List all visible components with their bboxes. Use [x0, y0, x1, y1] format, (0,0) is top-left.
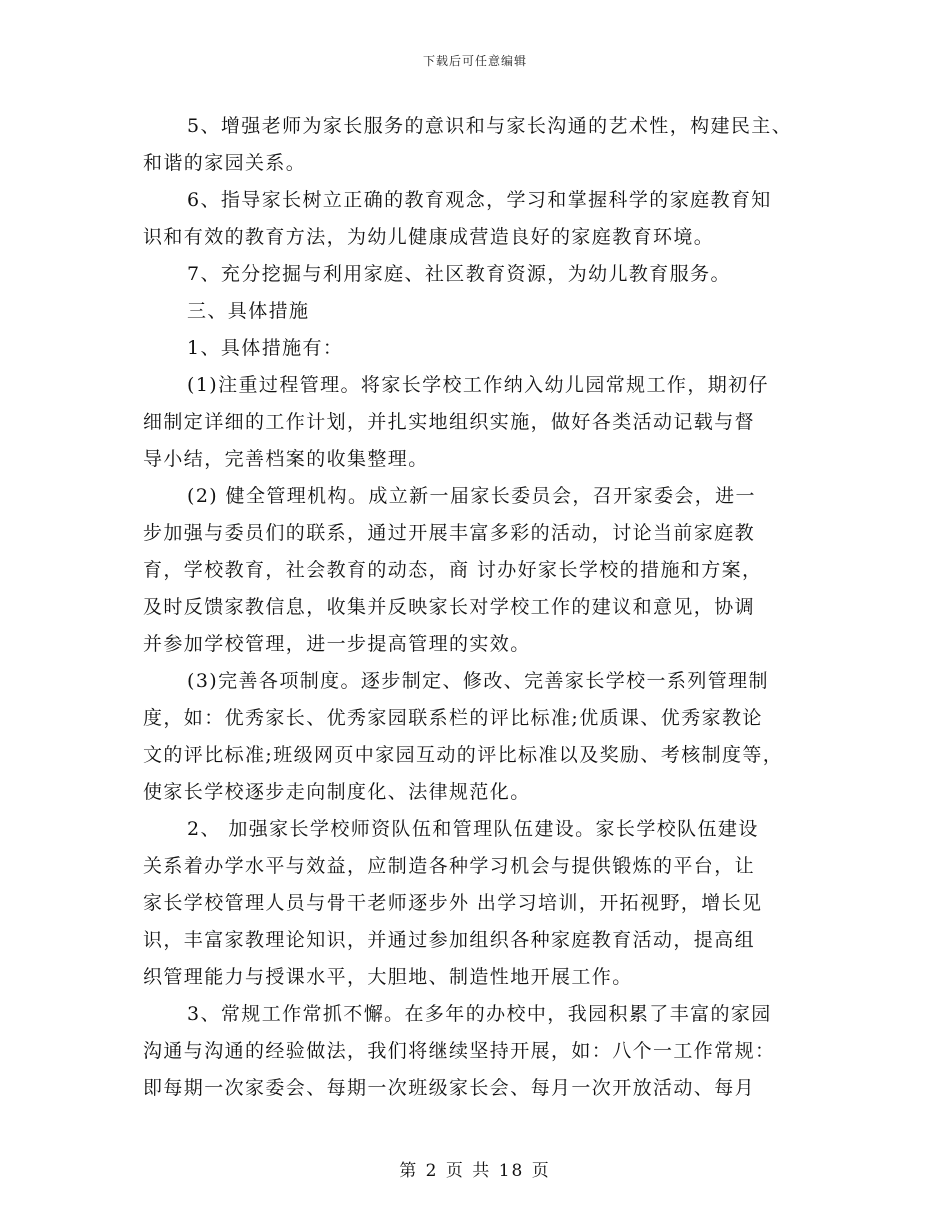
paragraph-line: 和谐的家园关系。 [143, 152, 307, 174]
paragraph-line: (2) 健全管理机构。成立新一届家长委员会，召开家委会，进一 [187, 485, 756, 507]
paragraph-line: 家长学校管理人员与骨干老师逐步外 出学习培训，开拓视野，增长见 [143, 892, 763, 914]
paragraph-line: 6、指导家长树立正确的教育观念，学习和掌握科学的家庭教育知 [187, 189, 772, 211]
paragraph-line: 并参加学校管理，进一步提高管理的实效。 [143, 633, 531, 655]
paragraph-line: 即每期一次家委会、每期一次班级家长会、每月一次开放活动、每月 [143, 1077, 756, 1099]
paragraph-line: 文的评比标准;班级网页中家园互动的评比标准以及奖励、考核制度等， [143, 744, 784, 766]
paragraph-line: 识和有效的教育方法，为幼儿健康成营造良好的家庭教育环境。 [143, 226, 715, 248]
document-body [143, 108, 819, 1107]
paragraph-line: 识，丰富家教理论知识，并通过参加组织各种家庭教育活动，提高组 [143, 929, 756, 951]
paragraph-line: 沟通与沟通的经验做法，我们将继续坚持开展，如：八个一工作常规： [143, 1040, 776, 1062]
section-heading: 三、具体措施 [187, 300, 310, 322]
paragraph-line: 关系着办学水平与效益，应制造各种学习机会与提供锻炼的平台，让 [143, 855, 756, 877]
paragraph-line: 7、充分挖掘与利用家庭、社区教育资源，为幼儿教育服务。 [187, 263, 731, 285]
paragraph-line: (1)注重过程管理。将家长学校工作纳入幼儿园常规工作，期初仔 [187, 374, 769, 396]
paragraph-line: 2、 加强家长学校师资队伍和管理队伍建设。家长学校队伍建设 [187, 818, 759, 840]
paragraph-line: (3)完善各项制度。逐步制定、修改、完善家长学校一系列管理制 [187, 670, 769, 692]
paragraph-line: 度，如：优秀家长、优秀家园联系栏的评比标准;优质课、优秀家教论 [143, 707, 763, 729]
page-header: 下载后可任意编辑 [422, 54, 527, 68]
paragraph-line: 3、常规工作常抓不懈。在多年的办校中，我园积累了丰富的家园 [187, 1003, 772, 1025]
page-footer: 第 2 页 共 18 页 [399, 1161, 551, 1181]
paragraph-line: 5、增强老师为家长服务的意识和与家长沟通的艺术性，构建民主、 [187, 115, 793, 137]
paragraph-line: 步加强与委员们的联系，通过开展丰富多彩的活动，讨论当前家庭教 [143, 522, 756, 544]
paragraph-line: 使家长学校逐步走向制度化、法律规范化。 [143, 781, 531, 803]
paragraph-line: 1、具体措施有： [187, 337, 344, 359]
paragraph-line: 导小结，完善档案的收集整理。 [143, 448, 429, 470]
paragraph-line: 织管理能力与授课水平，大胆地、制造性地开展工作。 [143, 966, 633, 988]
paragraph-line: 细制定详细的工作计划，并扎实地组织实施，做好各类活动记载与督 [143, 411, 756, 433]
paragraph-line: 育，学校教育，社会教育的动态，商 讨办好家长学校的措施和方案， [143, 559, 763, 581]
paragraph-line: 及时反馈家教信息，收集并反映家长对学校工作的建议和意见，协调 [143, 596, 756, 618]
